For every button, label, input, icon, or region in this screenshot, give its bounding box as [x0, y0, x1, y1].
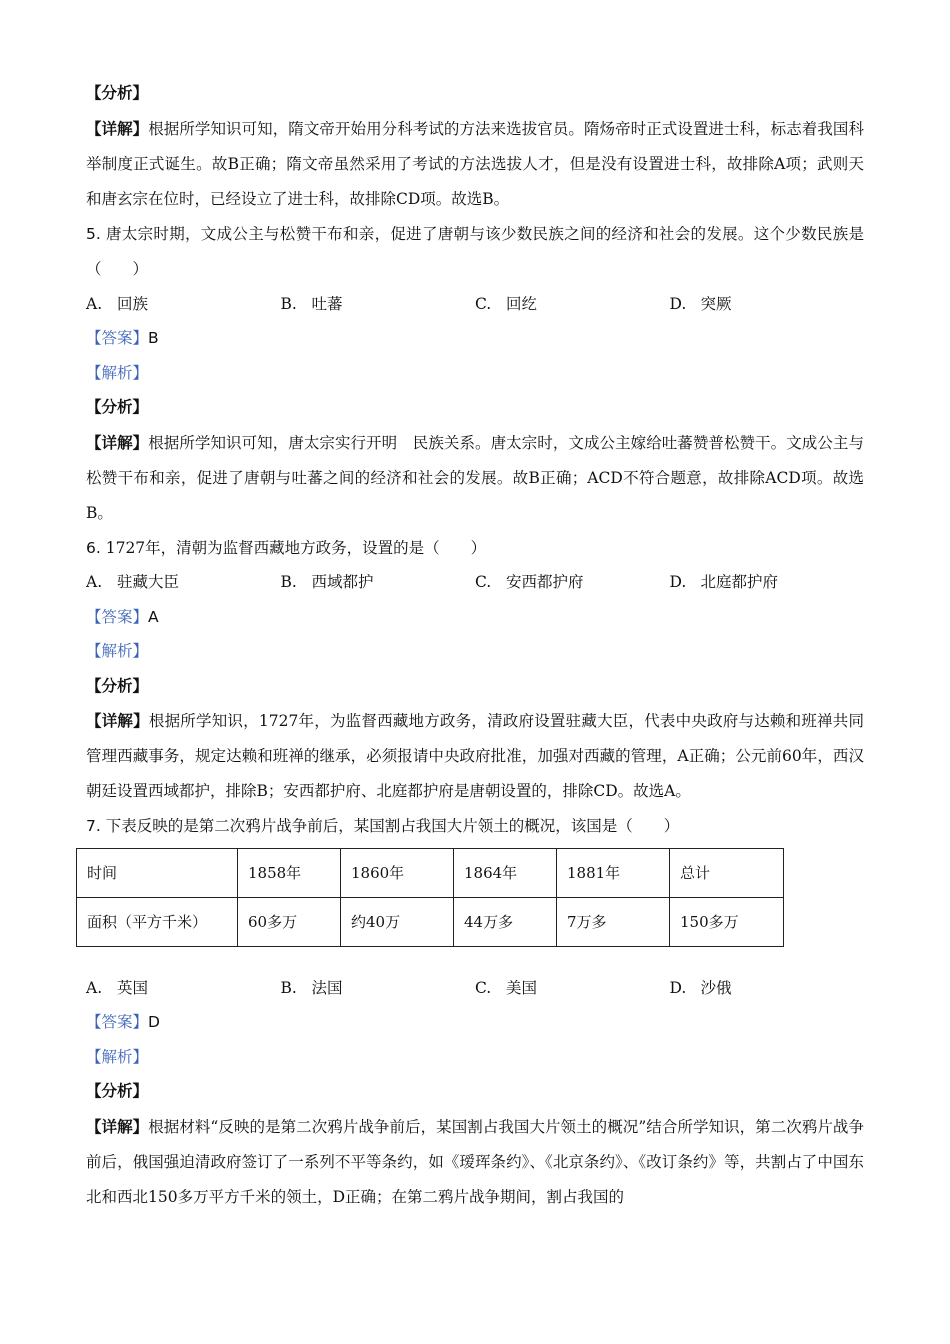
- answer-label: 【答案】: [86, 1013, 149, 1031]
- question-5-options: [86, 287, 864, 322]
- table-header-row: [77, 848, 784, 897]
- explanation-text: 根据所学知识可知，隋文帝开始用分科考试的方法来选拔官员。隋炀帝时正式设置进士科，标志着我国科举制度正式诞生。故B正确；隋文帝虽然采用了考试的方法选拔人才，但是没有设置进士科，故排除A项；武则天和唐玄宗在位时，已经设立了进士科，故排除CD项。故选B。: [86, 119, 864, 208]
- table-cell: 1864年: [454, 848, 557, 897]
- option-d: D. 沙俄: [669, 978, 732, 997]
- option-d: D. 突厥: [669, 294, 732, 313]
- question-text: 唐太宗时期，文成公主与松赞干布和亲，促进了唐朝与该少数民族之间的经济和社会的发展。这个少数民族是（ ）: [86, 224, 864, 278]
- detailed-explanation: [86, 703, 864, 809]
- territory-table: [76, 848, 784, 947]
- explanation-label: 【详解】: [86, 1116, 149, 1136]
- question-7-stem: [86, 809, 864, 844]
- answer-value: A: [148, 607, 159, 626]
- question-number: 7.: [86, 817, 101, 835]
- table-cell: 1860年: [341, 848, 454, 897]
- question-6-answer: [86, 600, 864, 635]
- question-number: 6.: [86, 538, 101, 557]
- solution-heading: 【解析】: [86, 642, 149, 660]
- question-6-options: [86, 565, 864, 600]
- option-a: A. 英国: [86, 978, 148, 997]
- table-row: [77, 897, 784, 946]
- explanation-text: 根据所学知识，1727年，为监督西藏地方政务，清政府设置驻藏大臣，代表中央政府与达赖和班禅共同管理西藏事务，规定达赖和班禅的继承，必须报请中央政府批准，加强对西藏的管理，A正确；公元前60年，西汉朝廷设置西域都护，排除B；安西都护府、北庭都护府是唐朝设置的，排除CD。故选A。: [86, 712, 864, 800]
- detailed-explanation: [86, 1109, 864, 1215]
- analysis-heading: 【分析】: [86, 1081, 149, 1100]
- analysis-heading: 【分析】: [86, 83, 149, 102]
- solution-heading: 【解析】: [86, 363, 149, 382]
- table-cell: 1858年: [238, 848, 341, 897]
- detailed-explanation: [86, 111, 864, 217]
- question-7-options: [86, 971, 864, 1006]
- answer-value: D: [148, 1013, 160, 1031]
- analysis-heading: 【分析】: [86, 397, 149, 416]
- option-d: D. 北庭都护府: [669, 573, 778, 591]
- option-b: B. 法国: [280, 978, 343, 997]
- table-cell: 时间: [77, 848, 238, 897]
- question-text: 下表反映的是第二次鸦片战争前后，某国割占我国大片领土的概况，该国是（ ）: [100, 817, 680, 835]
- option-a: A. 驻藏大臣: [86, 573, 179, 591]
- option-b: B. 吐蕃: [280, 294, 343, 313]
- explanation-label: 【详解】: [86, 711, 149, 730]
- answer-label: 【答案】: [86, 329, 149, 347]
- explanation-text: 根据材料“反映的是第二次鸦片战争前后，某国割占我国大片领土的概况”结合所学知识，第二次鸦片战争前后，俄国强迫清政府签订了一系列不平等条约，如《瑷珲条约》、《北京条约》、《改订条约》等，共割占了中国东北和西北150多万平方千米的领土，D正确；在第二鸦片战争期间，割占我国的: [86, 1117, 864, 1206]
- document-page: [86, 76, 864, 1215]
- option-a: A. 回族: [86, 294, 148, 313]
- answer-label: 【答案】: [86, 607, 149, 626]
- question-5-stem: [86, 217, 864, 287]
- table-cell: 1881年: [557, 848, 670, 897]
- table-cell: 60多万: [238, 897, 341, 946]
- option-b: B. 西域都护: [280, 573, 374, 591]
- question-7-answer: [86, 1005, 864, 1040]
- explanation-label: 【详解】: [86, 432, 149, 452]
- table-cell: 面积（平方千米）: [77, 897, 238, 946]
- option-c: C. 安西都护府: [475, 573, 584, 591]
- table-cell: 约40万: [341, 897, 454, 946]
- table-cell: 总计: [670, 848, 784, 897]
- question-text: 1727年，清朝为监督西藏地方政务，设置的是（ ）: [100, 538, 487, 557]
- question-number: 5.: [86, 224, 101, 243]
- option-c: C. 美国: [475, 978, 537, 997]
- table-cell: 150多万: [670, 897, 784, 946]
- table-cell: 44万多: [454, 897, 557, 946]
- explanation-text: 根据所学知识可知，唐太宗实行开明 民族关系。唐太宗时，文成公主嫁给吐蕃赞普松赞干。文成公主与松赞干布和亲，促进了唐朝与吐蕃之间的经济和社会的发展。故B正确；ACD不符合题意，故排除ACD项。故选B。: [86, 433, 864, 522]
- option-c: C. 回纥: [475, 294, 537, 313]
- question-6-stem: [86, 531, 864, 566]
- question-5-answer: [86, 321, 864, 356]
- detailed-explanation: [86, 425, 864, 531]
- table-cell: 7万多: [557, 897, 670, 946]
- explanation-label: 【详解】: [86, 118, 149, 138]
- answer-value: B: [148, 329, 159, 347]
- analysis-heading: 【分析】: [86, 675, 149, 695]
- solution-heading: 【解析】: [86, 1047, 149, 1066]
